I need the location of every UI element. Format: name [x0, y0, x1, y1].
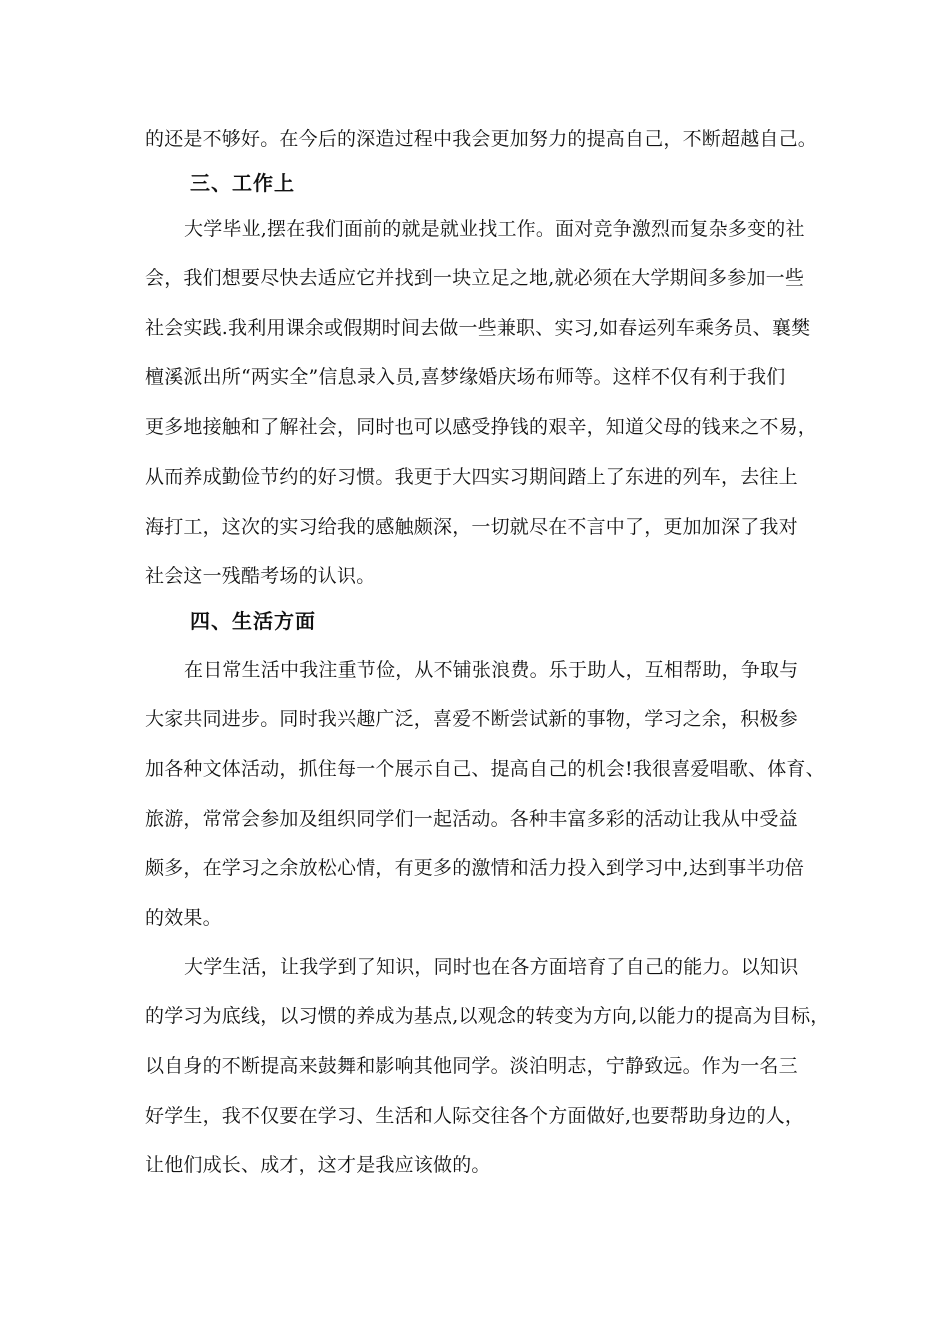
paragraph-line: 好学生，我不仅要在学习、生活和人际交往各个方面做好,也要帮助身边的人，: [145, 1105, 805, 1127]
paragraph-line: 的学习为底线，以习惯的养成为基点,以观念的转变为方向,以能力的提高为目标，: [145, 1005, 830, 1027]
paragraph-line: 颇多，在学习之余放松心情，有更多的激情和活力投入到学习中,达到事半功倍: [145, 857, 805, 879]
section-heading-life: 四、生活方面: [190, 609, 316, 633]
section-heading-work: 三、工作上: [190, 171, 295, 195]
paragraph-line: 从而养成勤俭节约的好习惯。我更于大四实习期间踏上了东进的列车，去往上: [145, 466, 798, 488]
paragraph-line: 以自身的不断提高来鼓舞和影响其他同学。淡泊明志，宁静致远。作为一名三: [145, 1055, 798, 1077]
paragraph-line: 的还是不够好。在今后的深造过程中我会更加努力的提高自己，不断超越自己。: [145, 128, 818, 150]
paragraph-line: 的效果。: [145, 907, 222, 929]
paragraph-line: 社会实践.我利用课余或假期时间去做一些兼职、实习,如春运列车乘务员、襄樊: [145, 317, 811, 339]
paragraph-line: 社会这一残酷考场的认识。: [145, 565, 376, 587]
paragraph-line: 旅游，常常会参加及组织同学们一起活动。各种丰富多彩的活动让我从中受益: [145, 808, 798, 830]
paragraph-line: 檀溪派出所“两实全”信息录入员,喜梦缘婚庆场布师等。这样不仅有利于我们: [145, 366, 786, 388]
paragraph-line: 让他们成长、成才，这才是我应该做的。: [145, 1154, 491, 1176]
paragraph-line: 加各种文体活动，抓住每一个展示自己、提高自己的机会!我很喜爱唱歌、体育、: [145, 758, 825, 780]
paragraph-line: 在日常生活中我注重节俭，从不铺张浪费。乐于助人，互相帮助，争取与: [184, 659, 799, 681]
paragraph-line: 大家共同进步。同时我兴趣广泛，喜爱不断尝试新的事物，学习之余，积极参: [145, 708, 798, 730]
paragraph-line: 大学生活，让我学到了知识，同时也在各方面培育了自己的能力。以知识: [184, 956, 799, 978]
paragraph-line: 会，我们想要尽快去适应它并找到一块立足之地,就必须在大学期间多参加一些: [145, 267, 805, 289]
paragraph-line: 更多地接触和了解社会，同时也可以感受挣钱的艰辛，知道父母的钱来之不易，: [145, 416, 818, 438]
paragraph-line: 海打工，这次的实习给我的感触颇深，一切就尽在不言中了，更加加深了我对: [145, 516, 798, 538]
paragraph-line: 大学毕业,摆在我们面前的就是就业找工作。面对竞争激烈而复杂多变的社: [184, 218, 805, 240]
